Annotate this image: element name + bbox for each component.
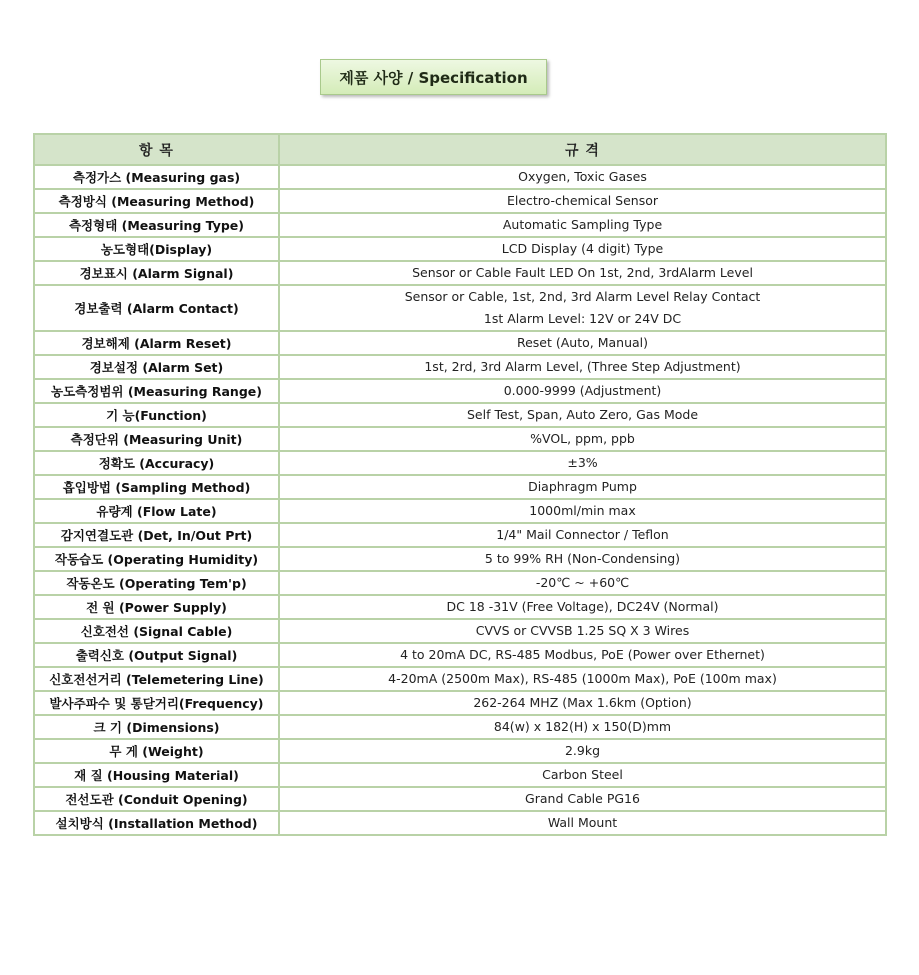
spec-value-line: CVVS or CVVSB 1.25 SQ X 3 Wires <box>475 623 690 638</box>
spec-value-line: 4 to 20mA DC, RS-485 Modbus, PoE (Power over Ethernet) <box>400 647 765 662</box>
spec-value-line: 4-20mA (2500m Max), RS-485 (1000m Max), PoE (100m max) <box>388 671 777 686</box>
spec-item-value <box>279 571 886 595</box>
spec-item-value <box>279 643 886 667</box>
spec-item-label: 전 원 (Power Supply) <box>34 595 279 619</box>
spec-item-value <box>279 811 886 835</box>
table-row <box>34 547 886 571</box>
spec-item-label: 측정방식 (Measuring Method) <box>34 189 279 213</box>
spec-table-body <box>34 165 886 835</box>
spec-item-value <box>279 475 886 499</box>
spec-item-value <box>279 451 886 475</box>
spec-item-label: 작동온도 (Operating Tem'p) <box>34 571 279 595</box>
spec-item-label: 전선도관 (Conduit Opening) <box>34 787 279 811</box>
table-row <box>34 691 886 715</box>
table-row <box>34 379 886 403</box>
spec-item-value <box>279 427 886 451</box>
spec-item-value <box>279 667 886 691</box>
spec-value-line: Sensor or Cable, 1st, 2nd, 3rd Alarm Level Relay Contact <box>404 289 761 304</box>
spec-value-line: 2.9kg <box>564 743 601 758</box>
spec-item-label: 농도측정범위 (Measuring Range) <box>34 379 279 403</box>
spec-item-label: 재 질 (Housing Material) <box>34 763 279 787</box>
spec-item-label: 크 기 (Dimensions) <box>34 715 279 739</box>
spec-item-value <box>279 619 886 643</box>
spec-value-line: DC 18 -31V (Free Voltage), DC24V (Normal) <box>446 599 719 614</box>
spec-item-value <box>279 715 886 739</box>
table-row <box>34 595 886 619</box>
table-row <box>34 355 886 379</box>
table-header-row <box>34 134 886 165</box>
spec-item-value <box>279 379 886 403</box>
spec-item-label: 측정가스 (Measuring gas) <box>34 165 279 189</box>
spec-item-label: 신호전선 (Signal Cable) <box>34 619 279 643</box>
spec-item-label: 작동습도 (Operating Humidity) <box>34 547 279 571</box>
spec-item-label: 경보표시 (Alarm Signal) <box>34 261 279 285</box>
table-row <box>34 451 886 475</box>
spec-value-line: Electro-chemical Sensor <box>506 193 659 208</box>
table-row <box>34 427 886 451</box>
spec-item-label: 발사주파수 및 통닫거리(Frequency) <box>34 691 279 715</box>
spec-item-value <box>279 403 886 427</box>
spec-item-label: 경보출력 (Alarm Contact) <box>34 285 279 331</box>
spec-value-line: 84(w) x 182(H) x 150(D)mm <box>493 719 672 734</box>
spec-item-label: 농도형태(Display) <box>34 237 279 261</box>
spec-item-value <box>279 285 886 331</box>
spec-value-line: %VOL, ppm, ppb <box>530 431 635 446</box>
table-row <box>34 165 886 189</box>
spec-value-line: Automatic Sampling Type <box>502 217 663 232</box>
spec-value-line: Carbon Steel <box>542 767 623 782</box>
spec-value-line: 1st Alarm Level: 12V or 24V DC <box>483 311 682 326</box>
spec-value-line: 1000ml/min max <box>529 503 636 518</box>
spec-value-line: Diaphragm Pump <box>528 479 637 494</box>
spec-value-line: 262-264 MHZ (Max 1.6km (Option) <box>473 695 692 710</box>
table-row <box>34 739 886 763</box>
spec-item-value <box>279 213 886 237</box>
spec-value-line: Reset (Auto, Manual) <box>516 335 649 350</box>
spec-item-label: 출력신호 (Output Signal) <box>34 643 279 667</box>
table-row <box>34 571 886 595</box>
spec-item-label: 유량계 (Flow Late) <box>34 499 279 523</box>
spec-value-line: 1/4" Mail Connector / Teflon <box>496 527 669 542</box>
spec-item-value <box>279 763 886 787</box>
spec-item-label: 정확도 (Accuracy) <box>34 451 279 475</box>
table-row <box>34 237 886 261</box>
spec-value-line: Oxygen, Toxic Gases <box>518 169 647 184</box>
spec-item-value <box>279 499 886 523</box>
spec-item-label: 무 게 (Weight) <box>34 739 279 763</box>
spec-item-value <box>279 261 886 285</box>
table-row <box>34 643 886 667</box>
spec-value-line: Wall Mount <box>547 815 618 830</box>
table-row <box>34 667 886 691</box>
table-row <box>34 331 886 355</box>
table-row <box>34 189 886 213</box>
spec-item-label: 기 능(Function) <box>34 403 279 427</box>
header-item: 항 목 <box>34 134 279 165</box>
spec-value-line: Self Test, Span, Auto Zero, Gas Mode <box>466 407 699 422</box>
spec-item-value <box>279 523 886 547</box>
spec-item-label: 신호전선거리 (Telemetering Line) <box>34 667 279 691</box>
spec-item-value <box>279 189 886 213</box>
table-row <box>34 763 886 787</box>
table-row <box>34 403 886 427</box>
spec-item-value <box>279 739 886 763</box>
table-row <box>34 285 886 331</box>
table-row <box>34 523 886 547</box>
table-row <box>34 213 886 237</box>
spec-value-line: Grand Cable PG16 <box>525 791 640 806</box>
spec-item-label: 측정형태 (Measuring Type) <box>34 213 279 237</box>
spec-item-label: 경보해제 (Alarm Reset) <box>34 331 279 355</box>
spec-item-label: 설치방식 (Installation Method) <box>34 811 279 835</box>
spec-value-line: ±3% <box>567 455 598 470</box>
spec-item-value <box>279 237 886 261</box>
header-spec: 규 격 <box>279 134 886 165</box>
spec-item-label: 감지연결도관 (Det, In/Out Prt) <box>34 523 279 547</box>
table-row <box>34 475 886 499</box>
spec-value-line: -20℃ ~ +60℃ <box>535 575 630 590</box>
spec-item-label: 경보설정 (Alarm Set) <box>34 355 279 379</box>
spec-item-value <box>279 547 886 571</box>
spec-item-value <box>279 691 886 715</box>
table-row <box>34 811 886 835</box>
spec-item-value <box>279 165 886 189</box>
spec-item-label: 흡입방법 (Sampling Method) <box>34 475 279 499</box>
spec-item-label: 측정단위 (Measuring Unit) <box>34 427 279 451</box>
spec-item-value <box>279 595 886 619</box>
spec-value-line: Sensor or Cable Fault LED On 1st, 2nd, 3rdAlarm Level <box>412 265 753 280</box>
spec-item-value <box>279 331 886 355</box>
spec-value-line: 0.000-9999 (Adjustment) <box>503 383 662 398</box>
table-row <box>34 619 886 643</box>
table-row <box>34 715 886 739</box>
table-row <box>34 499 886 523</box>
spec-value-line: 5 to 99% RH (Non-Condensing) <box>484 551 681 566</box>
spec-value-line: 1st, 2rd, 3rd Alarm Level, (Three Step Adjustment) <box>424 359 741 374</box>
table-row <box>34 261 886 285</box>
spec-table <box>33 133 887 836</box>
spec-item-value <box>279 787 886 811</box>
page-title: 제품 사양 / Specification <box>320 59 547 95</box>
spec-item-value <box>279 355 886 379</box>
table-row <box>34 787 886 811</box>
spec-value-line: LCD Display (4 digit) Type <box>501 241 664 256</box>
